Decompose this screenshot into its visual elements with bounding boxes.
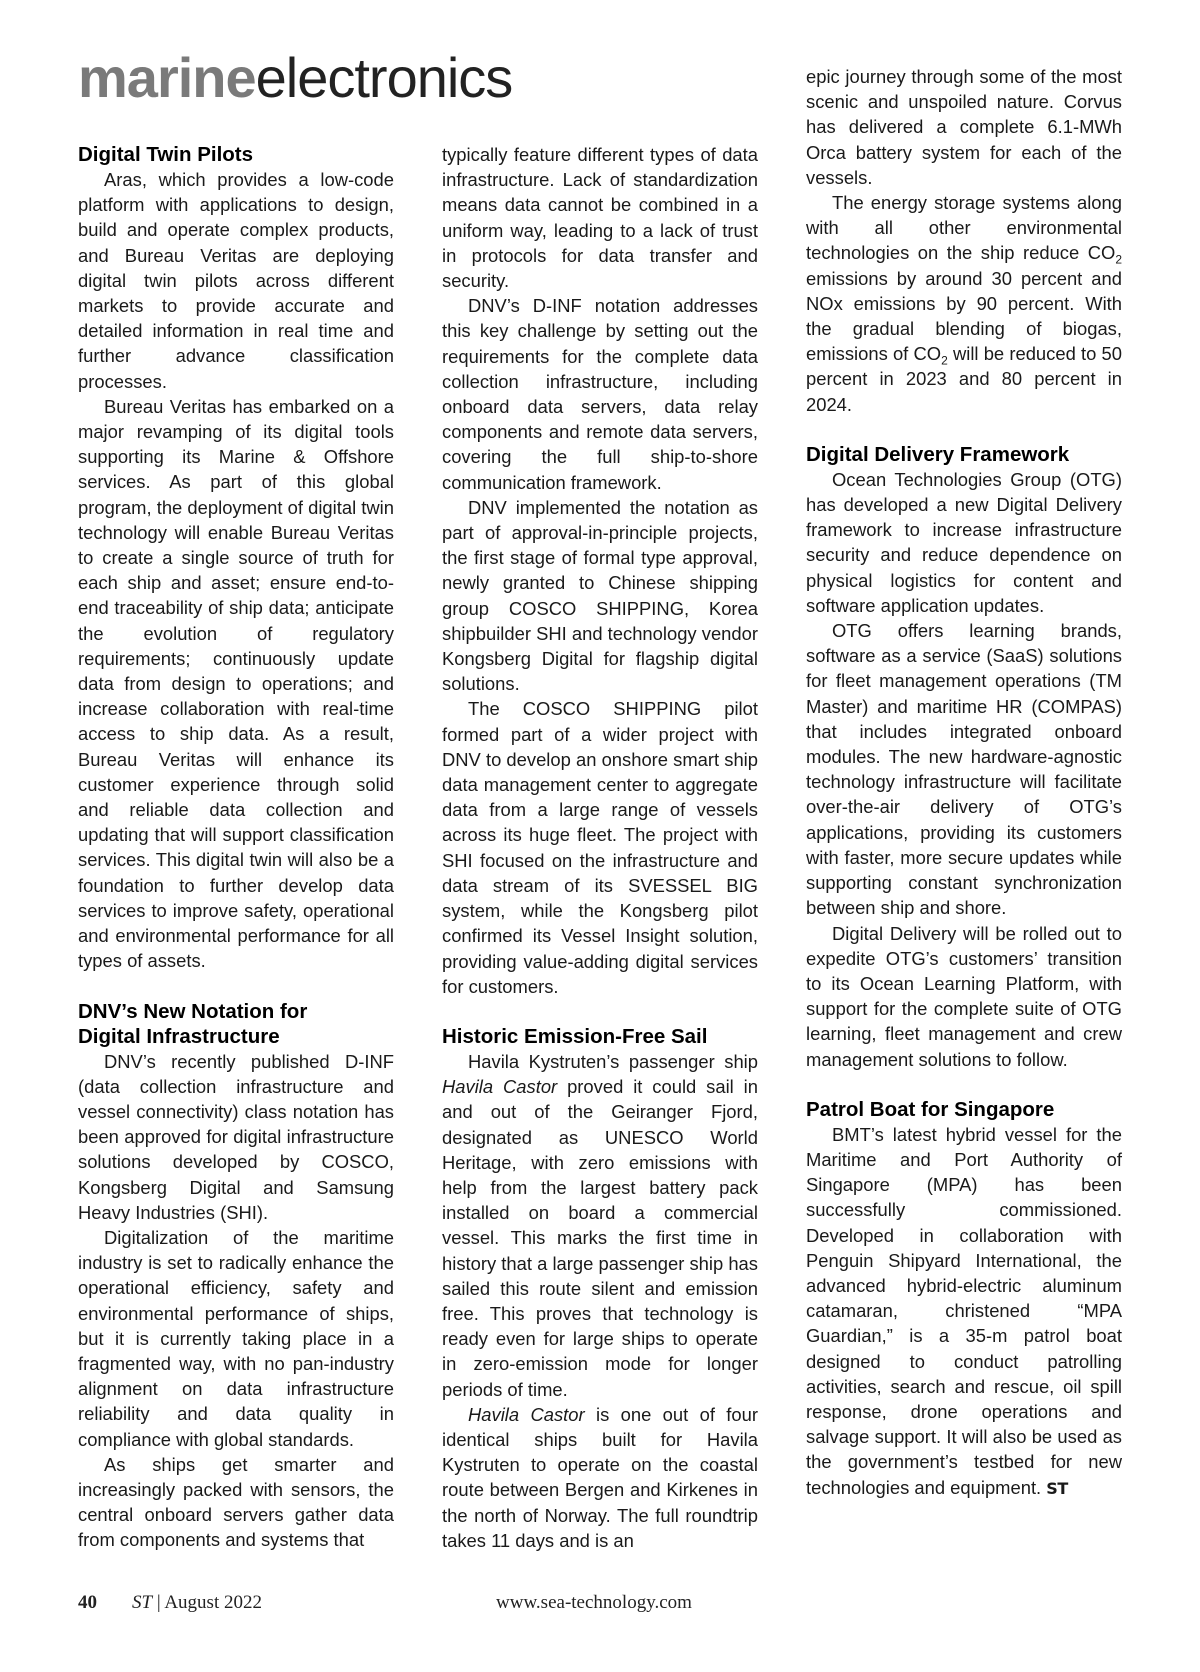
issue-info <box>132 1592 262 1614</box>
text-run: BMT’s latest hybrid vessel for the Maritime and Port Authority of Singapore (MPA) has been successfully commissioned. Developed in collaboration with Penguin Shipyard International, the advanced hybrid-electric aluminum catamaran, christened “MPA Guardian,” is a 35-m patrol boat designed to conduct patrolling activities, search and rescue, oil spill response, drone operations and salvage support. It will also be used as the government’s testbed for new technologies and equipment. <box>806 1123 1122 1498</box>
masthead-light: electronics <box>255 46 513 109</box>
paragraph <box>806 1122 1122 1501</box>
paragraph: DNV’s recently published D-INF (data collection infrastructure and vessel connectivity) class notation has been approved for digital infrastructure solutions developed by COSCO, Kongsberg Digital and Samsung Heavy Industries (SHI). <box>78 1050 394 1223</box>
heading-digital-delivery: Digital Delivery Framework <box>806 442 1070 466</box>
heading-emission-free-sail: Historic Emission-Free Sail <box>442 1024 708 1048</box>
issue-date: | August 2022 <box>152 1592 262 1613</box>
text-run: is one out of four identical ships built for Havila Kystruten to operate on the coastal route between Bergen and Kirkenes in the north of Norway. The full roundtrip takes 11 days and is an <box>442 1403 758 1551</box>
heading-patrol-boat: Patrol Boat for Singapore <box>806 1097 1055 1121</box>
paragraph: epic journey through some of the most scenic and unspoiled nature. Corvus has delivered a complete 6.1-MWh Orca battery system for each of the vessels. <box>806 66 1122 188</box>
text-run: will be reduced to 50 percent in 2023 and 80 percent in 2024. <box>806 343 1122 415</box>
masthead-bold: marine <box>78 46 256 109</box>
paragraph: Aras, which provides a low-code platform with applications to design, build and operate complex products, and Bureau Veritas are deploying digital twin pilots across different markets to provide accurate and detailed information in real time and further advance classification processes. <box>78 169 394 392</box>
paragraph <box>442 1049 758 1402</box>
text-run: emissions by around 30 percent and NOx emissions by 90 percent. With the gradual blending of biogas, emissions of CO <box>806 267 1122 365</box>
paragraph: typically feature different types of data infrastructure. Lack of standardization means data cannot be combined in a uniform way, leading to a lack of trust in protocols for data transfer and security. <box>442 144 758 292</box>
text-run: Havila Kystruten’s passenger ship <box>468 1050 758 1072</box>
website-url: www.sea-technology.com <box>496 1592 692 1613</box>
paragraph: Digitalization of the maritime industry is set to radically enhance the operational efficiency, safety and environmental performance of ships, but it is currently taking place in a fragmented way, with no pan-industry alignment on data infrastructure reliability and data quality in compliance with global standards. <box>78 1226 394 1450</box>
text-run: proved it could sail in and out of the Geiranger Fjord, designated as UNESCO World Heritage, with zero emissions with help from the largest battery pack installed on board a commercial vessel. This marks the first time in history that a large passenger ship has sailed this route silent and emission free. This proves that technology is ready even for large ships to operate in zero-emission mode for longer periods of time. <box>442 1076 758 1400</box>
heading-line: Digital Infrastructure <box>78 1024 280 1048</box>
section-masthead <box>78 46 513 109</box>
ship-name: Havila Castor <box>468 1403 585 1425</box>
paragraph <box>442 1402 758 1553</box>
paragraph: OTG offers learning brands, software as a service (SaaS) solutions for fleet management operations (TM Master) and maritime HR (COMPAS) that includes integrated onboard modules. The new hardware-agnostic technology infrastructure will facilitate over-the-air delivery of OTG’s applications, providing its customers with faster, more secure updates while supporting constant synchronization between ship and shore. <box>806 620 1122 919</box>
subscript: 2 <box>941 353 948 368</box>
paragraph: DNV implemented the notation as part of approval-in-principle projects, the first stage of formal type approval, newly granted to Chinese shipping group COSCO SHIPPING, Korea shipbuilder SHI and technology vendor Kongsberg Digital for flagship digital solutions. <box>442 496 758 695</box>
page-number: 40 <box>78 1592 97 1613</box>
subscript: 2 <box>1115 253 1122 268</box>
column-2 <box>442 142 758 1553</box>
paragraph: Ocean Technologies Group (OTG) has developed a new Digital Delivery framework to increase infrastructure security and reduce dependence on physical logistics for content and software application updates. <box>806 468 1122 616</box>
magazine-abbrev: ST <box>132 1592 153 1613</box>
text-run: The energy storage systems along with all other environmental technologies on the ship reduce CO <box>806 192 1122 264</box>
heading-digital-twin: Digital Twin Pilots <box>78 143 254 166</box>
paragraph: DNV’s D-INF notation addresses this key challenge by setting out the requirements for the complete data collection infrastructure, including onboard data servers, data relay components and remote data servers, covering the full ship-to-shore communication framework. <box>442 295 758 493</box>
end-mark: ST <box>1046 1478 1068 1498</box>
paragraph: Bureau Veritas has embarked on a major revamping of its digital tools supporting its Marine & Offshore services. As part of this global program, the deployment of digital twin technology will enable Bureau Veritas to create a single source of truth for each ship and asset; ensure end-to-end traceability of ship data; anticipate the evolution of regulatory requirements; continuously update data from design to operations; and increase collaboration with real-time access to ship data. As a result, Bureau Veritas will enhance its customer experience through solid and reliable data collection and updating that will support classification services. This digital twin will also be a foundation to further develop data services to improve safety, operational and environmental performance for all types of assets. <box>78 395 394 972</box>
heading-dnv-notation <box>78 999 394 1049</box>
paragraph: As ships get smarter and increasingly packed with sensors, the central onboard servers gather data from components and systems that <box>78 1453 394 1551</box>
paragraph: Digital Delivery will be rolled out to expedite OTG’s customers’ transition to its Ocean Learning Platform, with support for the complete suite of OTG learning, fleet management and crew management solutions to follow. <box>806 922 1122 1070</box>
column-1 <box>78 142 394 1553</box>
heading-line: DNV’s New Notation for <box>78 999 308 1023</box>
paragraph <box>806 190 1122 417</box>
ship-name: Havila Castor <box>442 1076 558 1098</box>
paragraph: The COSCO SHIPPING pilot formed part of a wider project with DNV to develop an onshore smart ship data management center to aggregate data from a large range of vessels across its huge fleet. The project with SHI focused on the infrastructure and data stream of its SVESSEL BIG system, while the Kongsberg pilot confirmed its Vessel Insight solution, providing value-adding digital services for customers. <box>442 698 758 997</box>
column-3 <box>806 64 1122 1501</box>
